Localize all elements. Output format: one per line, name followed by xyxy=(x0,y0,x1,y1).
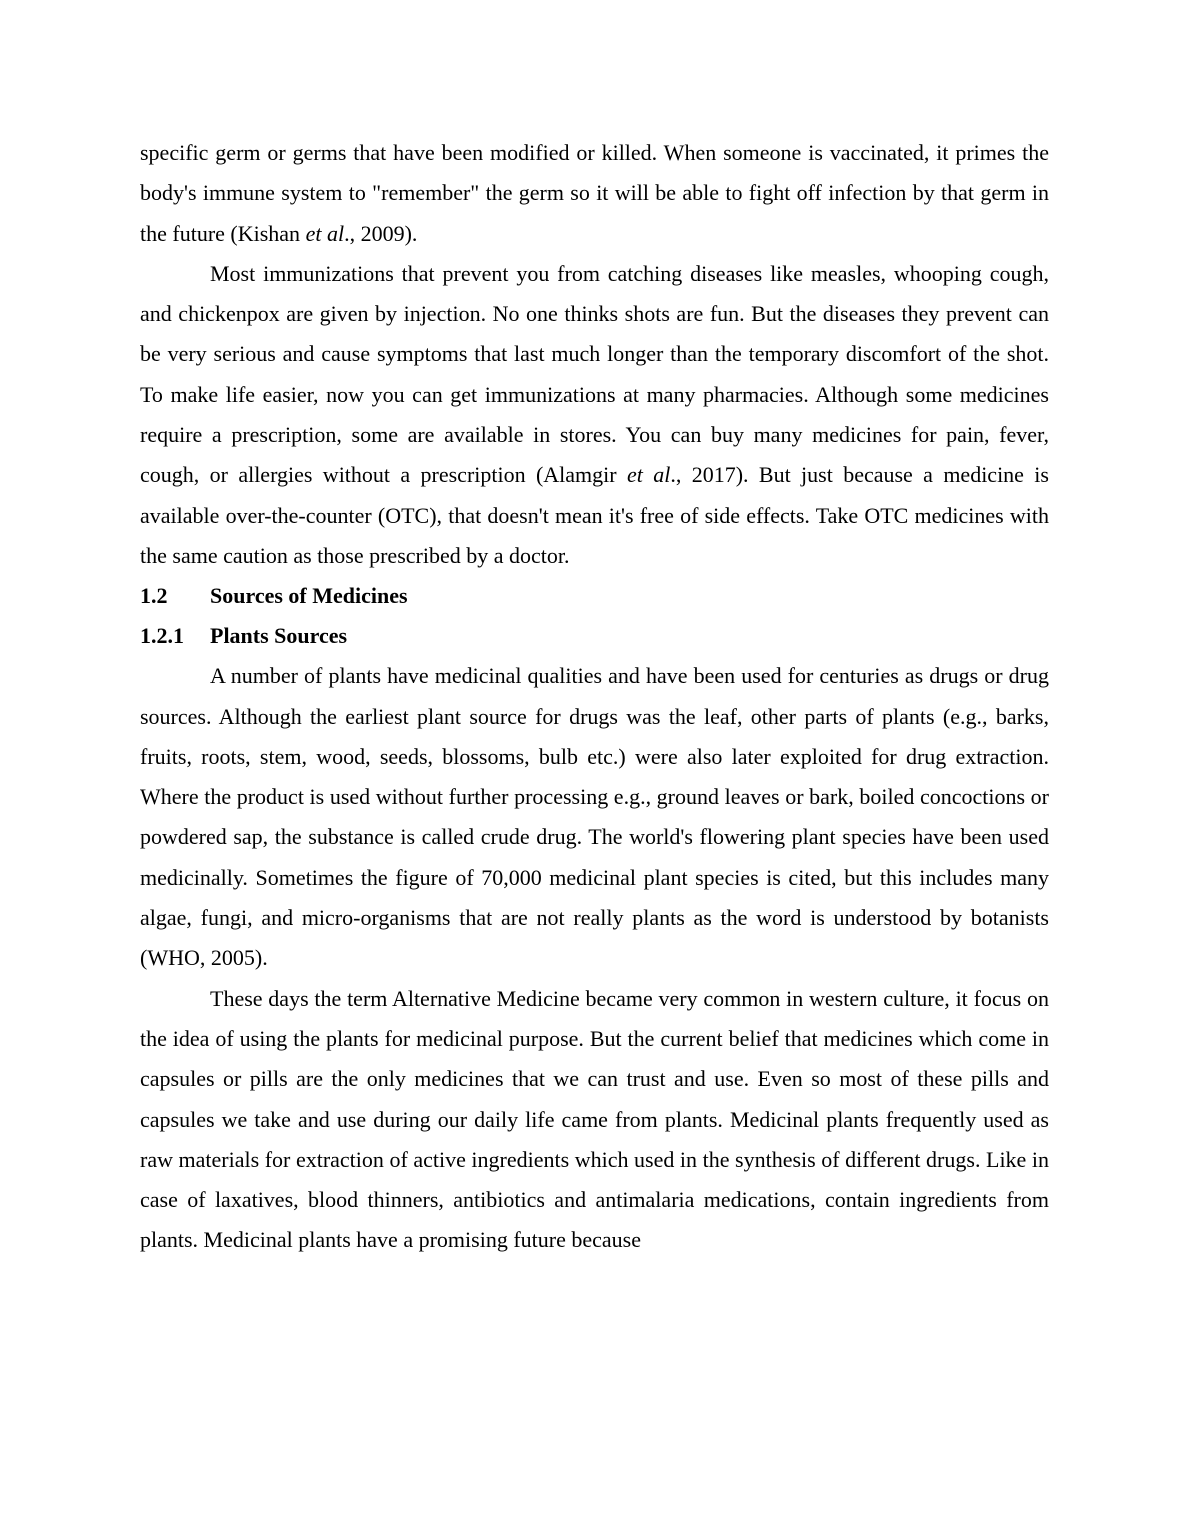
subsection-number: 1.2.1 xyxy=(140,623,184,649)
paragraph-text: ., 2009). xyxy=(344,220,418,246)
italic-citation: et al xyxy=(626,462,671,488)
section-number: 1.2 xyxy=(140,583,168,609)
paragraph-text: specific germ or germs that have been modified or killed. When someone is vaccinated, it primes the body's immune system to "remember" the germ so it will be able to fight off infection by that germ in the future (Kishan xyxy=(140,140,1049,246)
section-heading-sources xyxy=(140,576,1049,616)
paragraph-alternative-medicine: These days the term Alternative Medicine became very common in western culture, it focus on the idea of using the plants for medicinal purpose. But the current belief that medicines which come in capsules or pills are the only medicines that we can trust and use. Even so most of these pills and capsules we take and use during our daily life came from plants. Medicinal plants frequently used as raw materials for extraction of active ingredients which used in the synthesis of different drugs. Like in case of laxatives, blood thinners, antibiotics and antimalaria medications, contain ingredients from plants. Medicinal plants have a promising future because xyxy=(140,985,1049,1253)
document-page xyxy=(140,133,1049,1261)
subsection-heading-plants xyxy=(140,616,1049,656)
paragraph-text: ., 2017). But just because a medicine is available over-the-counter (OTC), that doesn't mean it's free of side effects. Take OTC medicines with the same caution as those prescribed by a doctor. xyxy=(140,462,1049,568)
paragraph-text: Most immunizations that prevent you from catching diseases like measles, whooping cough, and chickenpox are given by injection. No one thinks shots are fun. But the diseases they prevent can be very serious and cause symptoms that last much longer than the temporary discomfort of the shot. To make life easier, now you can get immunizations at many pharmacies. Although some medicines require a prescription, some are available in stores. You can buy many medicines for pain, fever, cough, or allergies without a prescription (Alamgir xyxy=(140,260,1049,488)
subsection-title: Plants Sources xyxy=(210,623,348,649)
italic-citation: et al xyxy=(305,220,345,246)
paragraph-immunizations xyxy=(140,254,1049,576)
section-title: Sources of Medicines xyxy=(210,583,408,609)
paragraph-plant-qualities: A number of plants have medicinal qualities and have been used for centuries as drugs or drug sources. Although the earliest plant source for drugs was the leaf, other parts of plants (e.g., barks, fruits, roots, stem, wood, seeds, blossoms, bulb etc.) were also later exploited for drug extraction. Where the product is used without further processing e.g., ground leaves or bark, boiled concoctions or powdered sap, the substance is called crude drug. The world's flowering plant species have been used medicinally. Sometimes the figure of 70,000 medicinal plant species is cited, but this includes many algae, fungi, and micro-organisms that are not really plants as the word is understood by botanists (WHO, 2005). xyxy=(140,663,1049,971)
paragraph-vaccination xyxy=(140,133,1049,254)
